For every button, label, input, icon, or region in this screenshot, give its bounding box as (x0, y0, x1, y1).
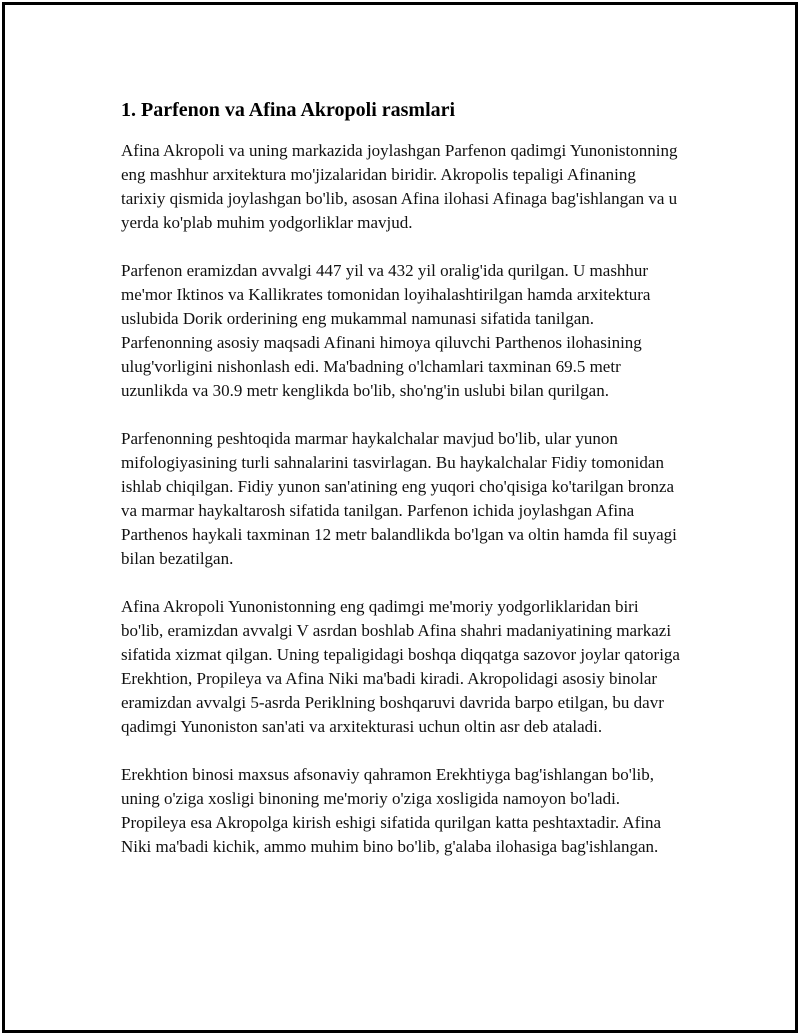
page-frame (2, 2, 798, 1033)
paragraph-2: Parfenon eramizdan avvalgi 447 yil va 432 yil oralig'ida qurilgan. U mashhur me'mor Iktinos va Kallikrates tomonidan loyihalashtirilgan hamda arxitektura uslubida Dorik orderining eng mukammal namunasi sifatida tanilgan. Parfenonning asosiy maqsadi Afinani himoya qiluvchi Parthenos ilohasining ulug'vorligini nishonlash edi. Ma'badning o'lchamlari taxminan 69.5 metr uzunlikda va 30.9 metr kenglikda bo'lib, sho'ng'in uslubi bilan qurilgan. (121, 261, 651, 400)
section-heading: 1. Parfenon va Afina Akropoli rasmlari (121, 99, 456, 121)
paragraph-1: Afina Akropoli va uning markazida joylashgan Parfenon qadimgi Yunonistonning eng mashhur arxitektura mo'jizalaridan biridir. Akropolis tepaligi Afinaning tarixiy qismida joylashgan bo'lib, asosan Afina ilohasi Afinaga bag'ishlangan va u yerda ko'plab muhim yodgorliklar mavjud. (121, 141, 678, 232)
paragraph-3: Parfenonning peshtoqida marmar haykalchalar mavjud bo'lib, ular yunon mifologiyasining turli sahnalarini tasvirlagan. Bu haykalchalar Fidiy tomonidan ishlab chiqilgan. Fidiy yunon san'atining eng yuqori cho'qisiga ko'tarilgan bronza va marmar haykaltarosh sifatida tanilgan. Parfenon ichida joylashgan Afina Parthenos haykali taxminan 12 metr balandlikda bo'lgan va oltin hamda fil suyagi bilan bezatilgan. (121, 429, 677, 568)
document-body (121, 97, 681, 883)
paragraph-4: Afina Akropoli Yunonistonning eng qadimgi me'moriy yodgorliklaridan biri bo'lib, eramizdan avvalgi V asrdan boshlab Afina shahri madaniyatining markazi sifatida xizmat qilgan. Uning tepaligidagi boshqa diqqatga sazovor joylar qatoriga Erekhtion, Propileya va Afina Niki ma'badi kiradi. Akropolidagi asosiy binolar eramizdan avvalgi 5-asrda Periklning boshqaruvi davrida barpo etilgan, bu davr qadimgi Yunoniston san'ati va arxitekturasi uchun oltin asr deb ataladi. (121, 597, 680, 736)
paragraph-5: Erekhtion binosi maxsus afsonaviy qahramon Erekhtiyga bag'ishlangan bo'lib, uning o'ziga xosligi binoning me'moriy o'ziga xosligida namoyon bo'ladi. Propileya esa Akropolga kirish eshigi sifatida qurilgan katta peshtaxtadir. Afina Niki ma'badi kichik, ammo muhim bino bo'lib, g'alaba ilohasiga bag'ishlangan. (121, 765, 662, 856)
